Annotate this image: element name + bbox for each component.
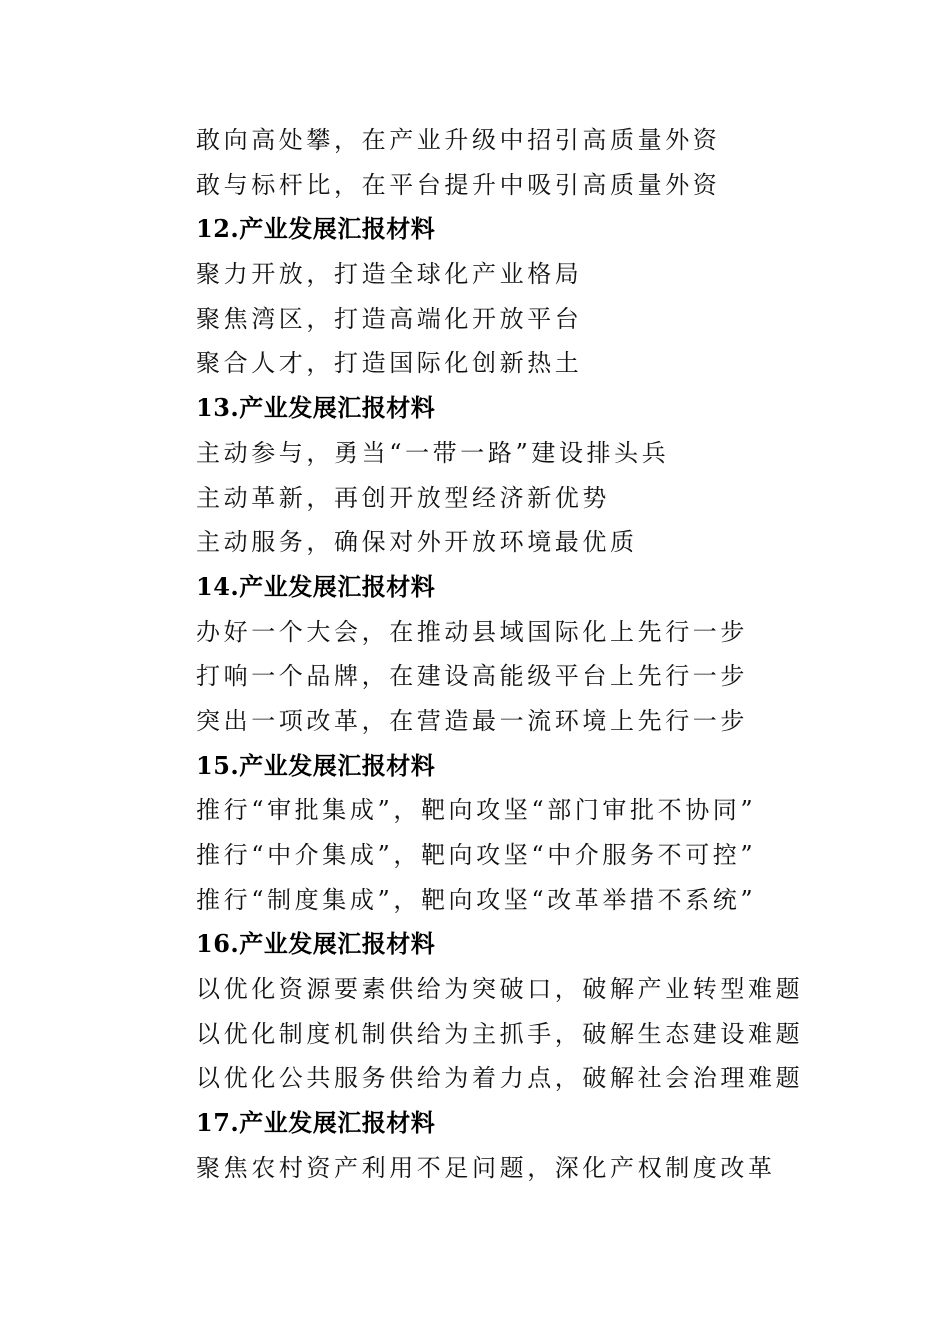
text-line: 推行“审批集成”，靶向攻坚“部门审批不协同”: [196, 796, 757, 825]
section-heading-13: 13.产业发展汇报材料: [196, 393, 436, 423]
section-heading-16: 16.产业发展汇报材料: [196, 929, 436, 959]
text-line: 办好一个大会，在推动县域国际化上先行一步: [196, 617, 748, 646]
text-line: 推行“制度集成”，靶向攻坚“改革举措不系统”: [196, 885, 757, 914]
text-line: 主动革新，再创开放型经济新优势: [196, 483, 610, 512]
text-line: 聚焦农村资产利用不足问题，深化产权制度改革: [196, 1153, 776, 1182]
document-body: [196, 118, 836, 1191]
text-line: 以优化制度机制供给为主抓手，破解生态建设难题: [196, 1019, 804, 1048]
text-line: 敢向高处攀，在产业升级中招引高质量外资: [196, 126, 721, 154]
text-line: 推行“中介集成”，靶向攻坚“中介服务不可控”: [196, 841, 757, 869]
text-line: 聚合人才，打造国际化创新热土: [196, 349, 583, 378]
section-heading-12: 12.产业发展汇报材料: [196, 214, 436, 244]
text-line: 聚力开放，打造全球化产业格局: [196, 260, 583, 289]
text-line: 以优化公共服务供给为着力点，破解社会治理难题: [196, 1064, 804, 1093]
section-heading-14: 14.产业发展汇报材料: [196, 571, 436, 601]
text-line: 敢与标杆比，在平台提升中吸引高质量外资: [196, 170, 721, 199]
text-line: 打响一个品牌，在建设高能级平台上先行一步: [196, 662, 748, 691]
section-heading-17: 17.产业发展汇报材料: [196, 1108, 436, 1138]
section-heading-15: 15.产业发展汇报材料: [196, 750, 436, 780]
text-line: 聚焦湾区，打造高端化开放平台: [196, 304, 583, 333]
text-line: 主动参与，勇当“一带一路”建设排头兵: [196, 438, 670, 467]
text-line: 突出一项改革，在营造最一流环境上先行一步: [196, 706, 748, 735]
text-line: 主动服务，确保对外开放环境最优质: [196, 528, 638, 557]
text-line: 以优化资源要素供给为突破口，破解产业转型难题: [196, 975, 804, 1004]
